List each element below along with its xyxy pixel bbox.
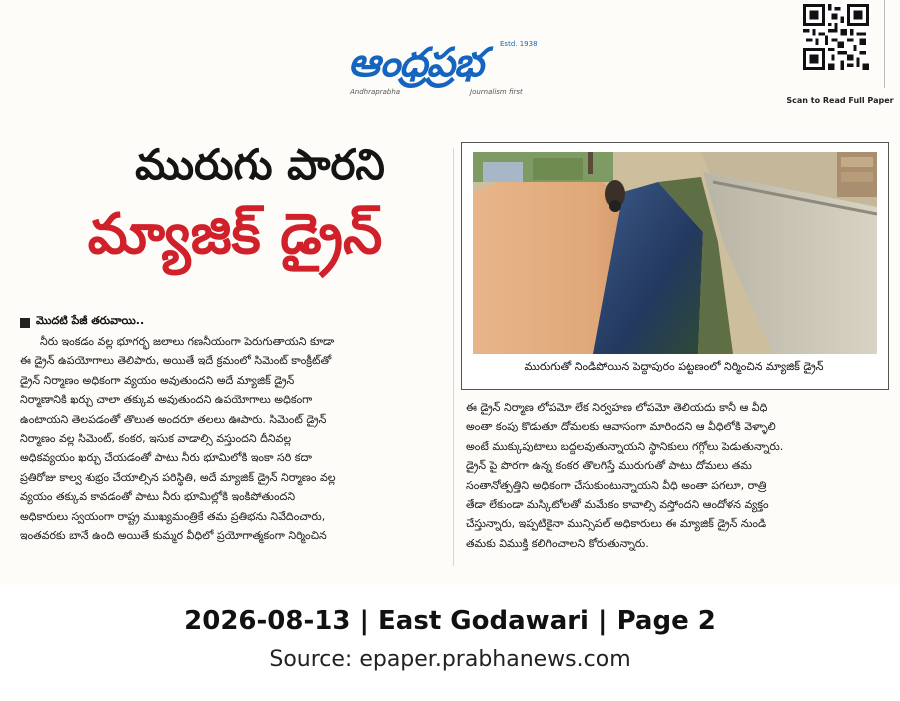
article-line: అంతా కంపు కొడుతూ దోమలకు ఆవాసంగా మారిందని ఆ వీధిలోకి వెళ్ళాలి (466, 420, 776, 434)
article-line: ఈ డ్రైన్ ఉపయోగాలు తెలిపారు, అయితే ఇదే క్రమంలో సిమెంట్ కాంక్రీట్‌తో (20, 354, 332, 368)
drain-photo (473, 152, 877, 354)
article-line: ప్రతిరోజు కాల్వ శుభ్రం చేయాల్సిన పరిస్థితి, అదే మ్యాజిక్ డ్రైన్ నిర్మాణం వల్ల (20, 470, 336, 484)
article-line: చేస్తున్నారు, ఇప్పటికైనా మున్సిపల్ అధికారులు ఈ మ్యాజిక్ డ్రైన్ నుండి (466, 517, 767, 531)
source-link[interactable]: Source: epaper.prabhanews.com (269, 647, 631, 672)
masthead (348, 40, 548, 100)
headline-top: మురుగు పారని (135, 140, 385, 189)
news-photo-frame (461, 142, 889, 390)
article-line: తమకు విముక్తి కలిగించాలని కోరుతున్నారు. (466, 536, 649, 550)
article-line: ఉంటాయని తెలపడంతో తొలుత అందరూ తలలు ఊపారు. సిమెంట్ డ్రైన్ (20, 412, 327, 426)
logo-tagline-right: Journalism first (470, 88, 523, 96)
logo-established: Estd. 1938 (500, 40, 538, 48)
article-line: వ్యయం తక్కువ కావడంతో పాటు నీరు భూమిల్లోకి ఇంకిపోతుందని (20, 490, 296, 504)
qr-caption: Scan to Read Full Paper (786, 96, 894, 105)
edition-info: 2026-08-13 | East Godawari | Page 2 (184, 606, 716, 636)
article-line: అధికారులు స్వయంగా రాష్ట్ర ముఖ్యమంత్రికే తమ ప్రతిభను నివేదించారు, (20, 509, 326, 523)
article-line: డ్రైన్ నిర్మాణం అధికంగా వ్యయం అవుతుందని అదే మ్యాజిక్ డ్రైన్ (20, 373, 295, 387)
headline-main: మ్యాజిక్ డ్రైన్ (87, 202, 383, 267)
article-line: నిర్మాణానికి ఖర్చు చాలా తక్కువ అవుతుందని ఉపయోగాలు అధికంగా (20, 393, 313, 407)
article-line: తేడా లేకుండా మస్కిటోలతో మమేకం కావాల్సి వస్తోందని ఆందోళన వ్యక్తం (466, 498, 769, 512)
qr-divider (884, 0, 885, 88)
article-line: సంతానోత్పత్తిని అధికంగా చేసుకుంటున్నాయని వీధి అంతా పగలూ, రాత్రి (466, 478, 767, 492)
article-line: నీరు ఇంకడం వల్ల భూగర్భ జలాలు గణనీయంగా పెరుగుతాయని కూడా (40, 335, 335, 348)
kicker-bullet (20, 318, 30, 328)
article-line: డ్రైన్ పై పొరగా ఉన్న కంకర తొలగిస్తే మురుగుతో పాటు దోమలు తమ (466, 459, 752, 473)
article-line: ఈ డ్రైన్ నిర్మాణ లోపమో లేక నిర్వహణ లోపమో తెలియదు కానీ ఆ వీధి (466, 401, 768, 414)
article-line: అధికవ్యయం ఖర్చు చేయడంతో పాటు నీరు భూమిలోకి ఇంకా సరి కదా (20, 451, 312, 465)
article-line: నిర్మాణం వల్ల సిమెంట్, కంకర, ఇసుక వాడాల్సి వస్తుందని దీనివల్ల (20, 432, 292, 446)
article-column-right (466, 398, 884, 553)
photo-caption: మురుగుతో నిండిపోయిన పెద్దాపురం పట్టణంలో నిర్మించిన మ్యాజిక్ డ్రైన్ (524, 360, 824, 373)
article-line: అంటే ముక్కుపుటాలు బద్దలవుతున్నాయని స్థానికులు గగ్గోలు పెడుతున్నారు. (466, 439, 784, 453)
newspaper-logo: ఆంధ్రప్రభ (348, 40, 483, 86)
qr-code-icon[interactable] (803, 4, 869, 70)
continued-kicker: మొదటి పేజీ తరువాయి.. (36, 314, 145, 327)
logo-tagline-left: Andhraprabha (350, 88, 401, 96)
article-line: ఇంతవరకు బానే ఉంది అయితే కుమ్మర వీధిలో ప్రయోగాత్మకంగా నిర్మించిన (20, 529, 327, 543)
column-divider (453, 148, 454, 566)
article-column-left (20, 332, 442, 545)
